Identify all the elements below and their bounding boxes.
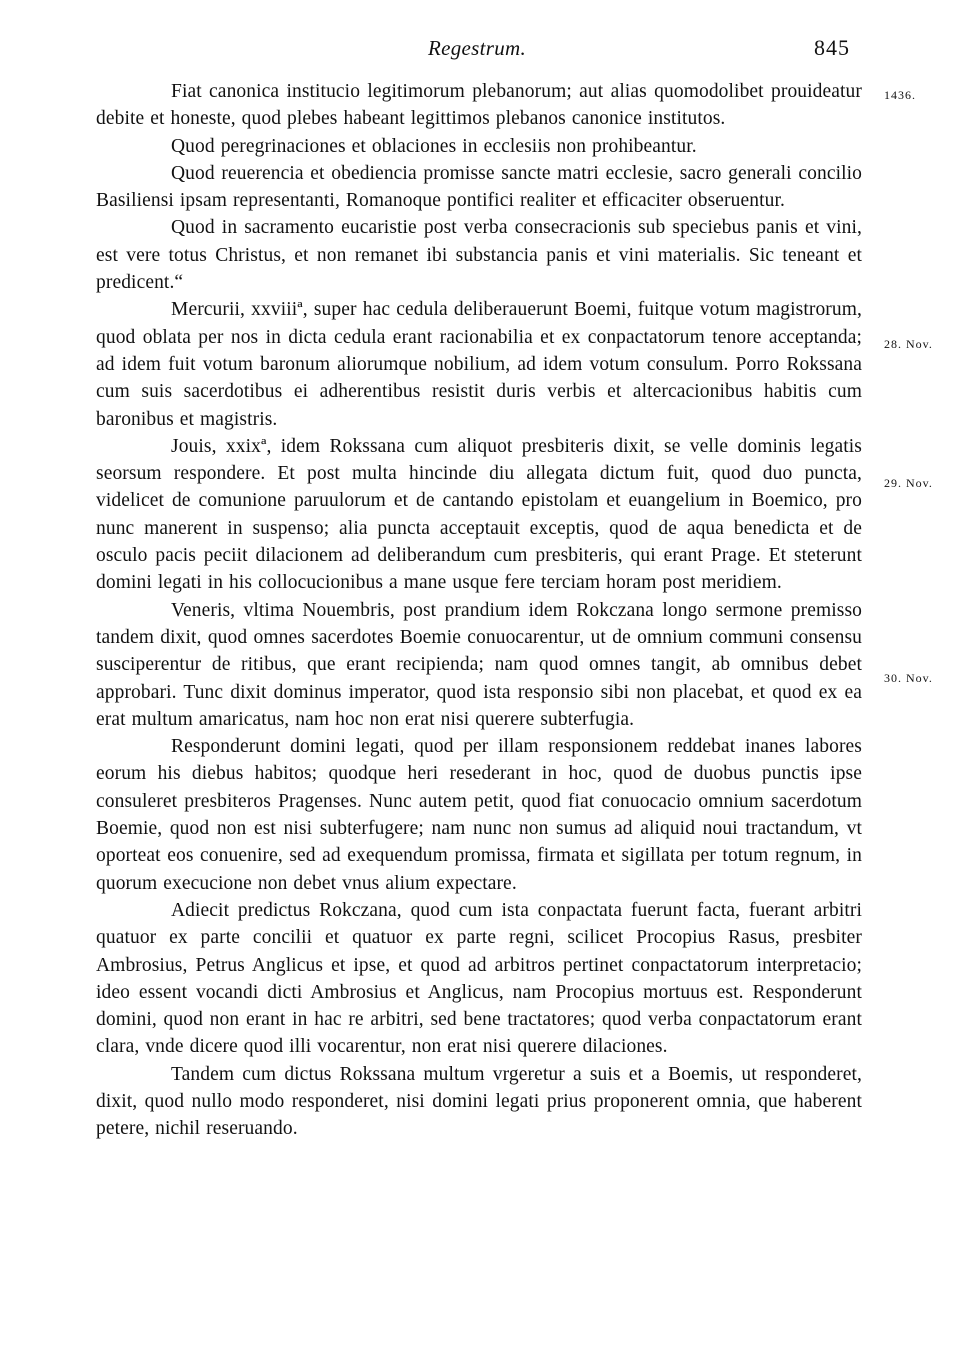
page-number: 845 xyxy=(814,35,850,60)
margin-note-year: 1436. xyxy=(884,88,916,102)
paragraph-tandem: Tandem cum dictus Rokssana multum vrgeretur a suis et a Boemis, ut responderet, dixit, quod nullo modo responderet, nisi domini legati prius proponerent omnia, que haberent petere, nichil reseruando. xyxy=(96,1063,862,1140)
margin-note-28-nov: 28. Nov. xyxy=(884,337,933,351)
running-title: Regestrum. xyxy=(428,36,527,60)
margin-note-29-nov: 29. Nov. xyxy=(884,476,933,490)
paragraph-eucaristie: Quod in sacramento eucaristie post verba consecracionis sub speciebus panis et vini, est vere totus Christus, et non remanet ibi substancia panis et vini materialis. Sic teneant et predicent.“ xyxy=(96,217,862,294)
paragraph-reuerencia: Quod reuerencia et obediencia promisse sancte matri ecclesie, sacro generali concilio Basiliensi ipsam representanti, Romanoque pontifici realiter et efficaciter obseruentur. xyxy=(96,162,862,212)
paragraph-adiecit: Adiecit predictus Rokczana, quod cum ista conpactata fuerunt facta, fuerant arbitri quatuor ex parte concilii et quatuor ex parte regni, scilicet Procopius Rasus, presbiter Ambrosius, Petrus Anglicus et ipse, et quod ad arbitros pertinet conpactatorum interpretacio; ideo essent vocandi dicti Ambrosius et Anglicus, nam Procopius mortuus est. Responderunt domini, quod non erant in hac re arbitri, sed bene tractatores; quod verba conpactatorum erant clara, vnde dicere quod illi vocarentur, non erat nisi querere dilaciones. xyxy=(96,899,862,1058)
paragraph-veneris: Veneris, vltima Nouembris, post prandium idem Rokczana longo sermone premisso tandem dixit, quod omnes sacerdotes Boemie conuocarentur, ut de omnium communi consensu susciperentur de ritibus, que erant recipienda; nam quod omnes tangit, ab omnibus debet approbari. Tunc dixit dominus imperator, quod ista responsio sibi non placebat, et quod ex ea erat multum amaricatus, nam hoc non erat nisi querere subterfugia. xyxy=(96,599,862,730)
main-text xyxy=(96,78,862,1143)
paragraph-mercurii: Mercurii, xxviiiª, super hac cedula deliberauerunt Boemi, fuitque votum magistrorum, quod oblata per nos in dicta cedula erant racionabilia et ex conpactatorum tenore acceptanda; ad idem fuit votum baronum aliorumque nobilium, ad idem votum consulum. Porro Rokssana cum suis sacerdotibus ei adherentibus resistit duris verbis et altercacionibus habitis cum baronibus et magistris. xyxy=(96,299,862,430)
paragraph-plebanorum: Fiat canonica institucio legitimorum plebanorum; aut alias quomodolibet prouideatur debite et honeste, quod plebes habeant legittimos plebanos canonice institutos. xyxy=(96,81,862,130)
paragraph-peregrinaciones: Quod peregrinaciones et oblaciones in ecclesiis non prohibeantur. xyxy=(171,135,697,157)
paragraph-jouis: Jouis, xxixª, idem Rokssana cum aliquot presbiteris dixit, se velle dominis legatis seorsum respondere. Et post multa hincinde diu allegata dictum fuit, quod duo puncta, videlicet de comunione paruulorum et de cantando epistolam et euangelium in Boemico, pro nunc manerent in suspenso; alia puncta acceptauit exceptis, quod de aqua benedicta et de osculo pacis peciit dilacionem ad deliberandum cum presbiteris, qui erant Prage. Et steterunt domini legati in his collocucionibus a mane usque fere terciam horam post meridiem. xyxy=(96,435,862,594)
margin-note-30-nov: 30. Nov. xyxy=(884,671,933,685)
paragraph-responderunt: Responderunt domini legati, quod per illam responsionem reddebat inanes labores eorum his diebus habitos; quodque heri resederant in hoc, quod de duobus punctis ipse consuleret presbiteros Pragenses. Nunc autem petit, quod fiat conuocacio omnium sacerdotum Boemie, quod non est nisi subterfugere; nam nunc non sumus ad aliquid noui tractandum, vt oporteat eos conuenire, sed ad exequendum promissa, firmata et sigillata per totum regnum, in quorum execucione non debet vnus alium expectare. xyxy=(96,736,862,894)
